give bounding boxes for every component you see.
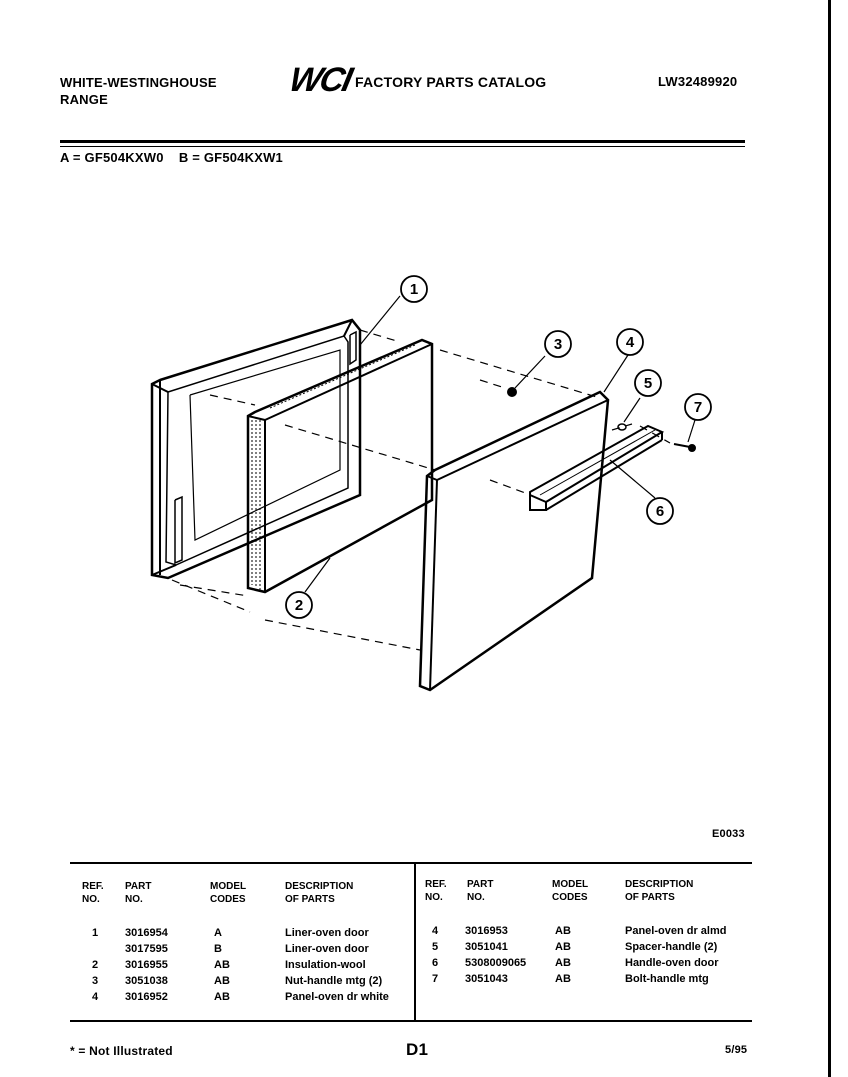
table-cell: Handle-oven door (625, 957, 719, 969)
header-ref: REF. NO. (82, 881, 104, 905)
table-cell: 3 (92, 975, 99, 987)
left-ref-column (92, 925, 98, 1005)
table-cell: AB (214, 959, 230, 971)
figure-code: E0033 (712, 828, 745, 840)
header-model: MODEL CODES (210, 881, 247, 905)
left-part-column (125, 925, 168, 1005)
spacer-part (618, 424, 626, 430)
left-desc-column (285, 925, 389, 1005)
catalog-date: 5/95 (725, 1044, 748, 1056)
table-cell: 3051041 (465, 941, 508, 953)
header-model-right: MODEL CODES (552, 879, 589, 903)
table-cell: 3016953 (465, 925, 508, 937)
callout-label-6: 6 (655, 503, 665, 520)
table-cell: AB (214, 991, 230, 1003)
table-cell: 6 (432, 957, 439, 969)
table-cell: Panel-oven dr almd (625, 925, 727, 937)
table-cell: Nut-handle mtg (2) (285, 975, 383, 987)
header-desc: DESCRIPTION OF PARTS (285, 881, 354, 905)
callout-label-4: 4 (625, 334, 635, 351)
table-cell: Bolt-handle mtg (625, 973, 709, 985)
table-cell: 3016954 (125, 927, 168, 939)
right-part-column (465, 923, 526, 987)
callout-label-3: 3 (553, 336, 563, 353)
callout-label-5: 5 (643, 375, 653, 392)
table-cell: AB (555, 973, 571, 985)
catalog-title: FACTORY PARTS CATALOG (355, 74, 547, 90)
table-cell: A (214, 927, 222, 939)
table-cell: 3017595 (125, 943, 168, 955)
panel-oven-door-part (420, 392, 608, 690)
table-cell: AB (555, 941, 571, 953)
page-number: D1 (406, 1040, 429, 1059)
right-model-column (555, 923, 571, 987)
header-desc-right: DESCRIPTION OF PARTS (625, 879, 694, 903)
header-part: PART NO. (125, 881, 152, 905)
table-cell: Insulation-wool (285, 959, 366, 971)
handle-oven-door-part (530, 426, 662, 510)
callout-label-2: 2 (294, 597, 304, 614)
table-bottom-rule (70, 1020, 752, 1022)
right-desc-column (625, 923, 726, 987)
table-cell: Panel-oven dr white (285, 991, 389, 1003)
brand-line-1: WHITE-WESTINGHOUSE (60, 75, 217, 90)
table-cell: 4 (92, 991, 99, 1003)
bolt-part (674, 444, 695, 451)
table-top-rule (70, 862, 752, 864)
callout-label-7: 7 (693, 399, 703, 416)
table-cell: AB (555, 957, 571, 969)
table-cell: Liner-oven door (285, 943, 369, 955)
wci-logo-text: WCI (285, 61, 355, 99)
right-ref-column (432, 923, 438, 987)
table-cell: 4 (432, 925, 439, 937)
table-cell: 3016952 (125, 991, 168, 1003)
table-cell (92, 941, 98, 957)
table-cell: 1 (92, 927, 99, 939)
table-cell: 5 (432, 941, 439, 953)
models-line: A = GF504KXW0 B = GF504KXW1 (60, 150, 283, 165)
callout-label-1: 1 (409, 281, 419, 298)
table-cell: 2 (92, 959, 99, 971)
header-part-right: PART NO. (467, 879, 494, 903)
catalog-number: LW32489920 (658, 74, 738, 89)
left-model-column (214, 925, 230, 1005)
header-ref-right: REF. NO. (425, 879, 447, 903)
table-cell: 5308009065 (465, 957, 527, 969)
nut-part (508, 388, 516, 396)
table-cell: B (214, 943, 222, 955)
table-cell: 3051038 (125, 975, 168, 987)
table-cell: Spacer-handle (2) (625, 941, 718, 953)
table-cell: Liner-oven door (285, 927, 369, 939)
table-cell: 7 (432, 973, 439, 985)
brand-line-2: RANGE (60, 92, 108, 107)
footnote: * = Not Illustrated (70, 1044, 173, 1058)
table-divider (414, 864, 416, 1020)
table-cell: 3051043 (465, 973, 508, 985)
table-cell: AB (214, 975, 230, 987)
table-cell: AB (555, 925, 571, 937)
table-cell: 3016955 (125, 959, 168, 971)
